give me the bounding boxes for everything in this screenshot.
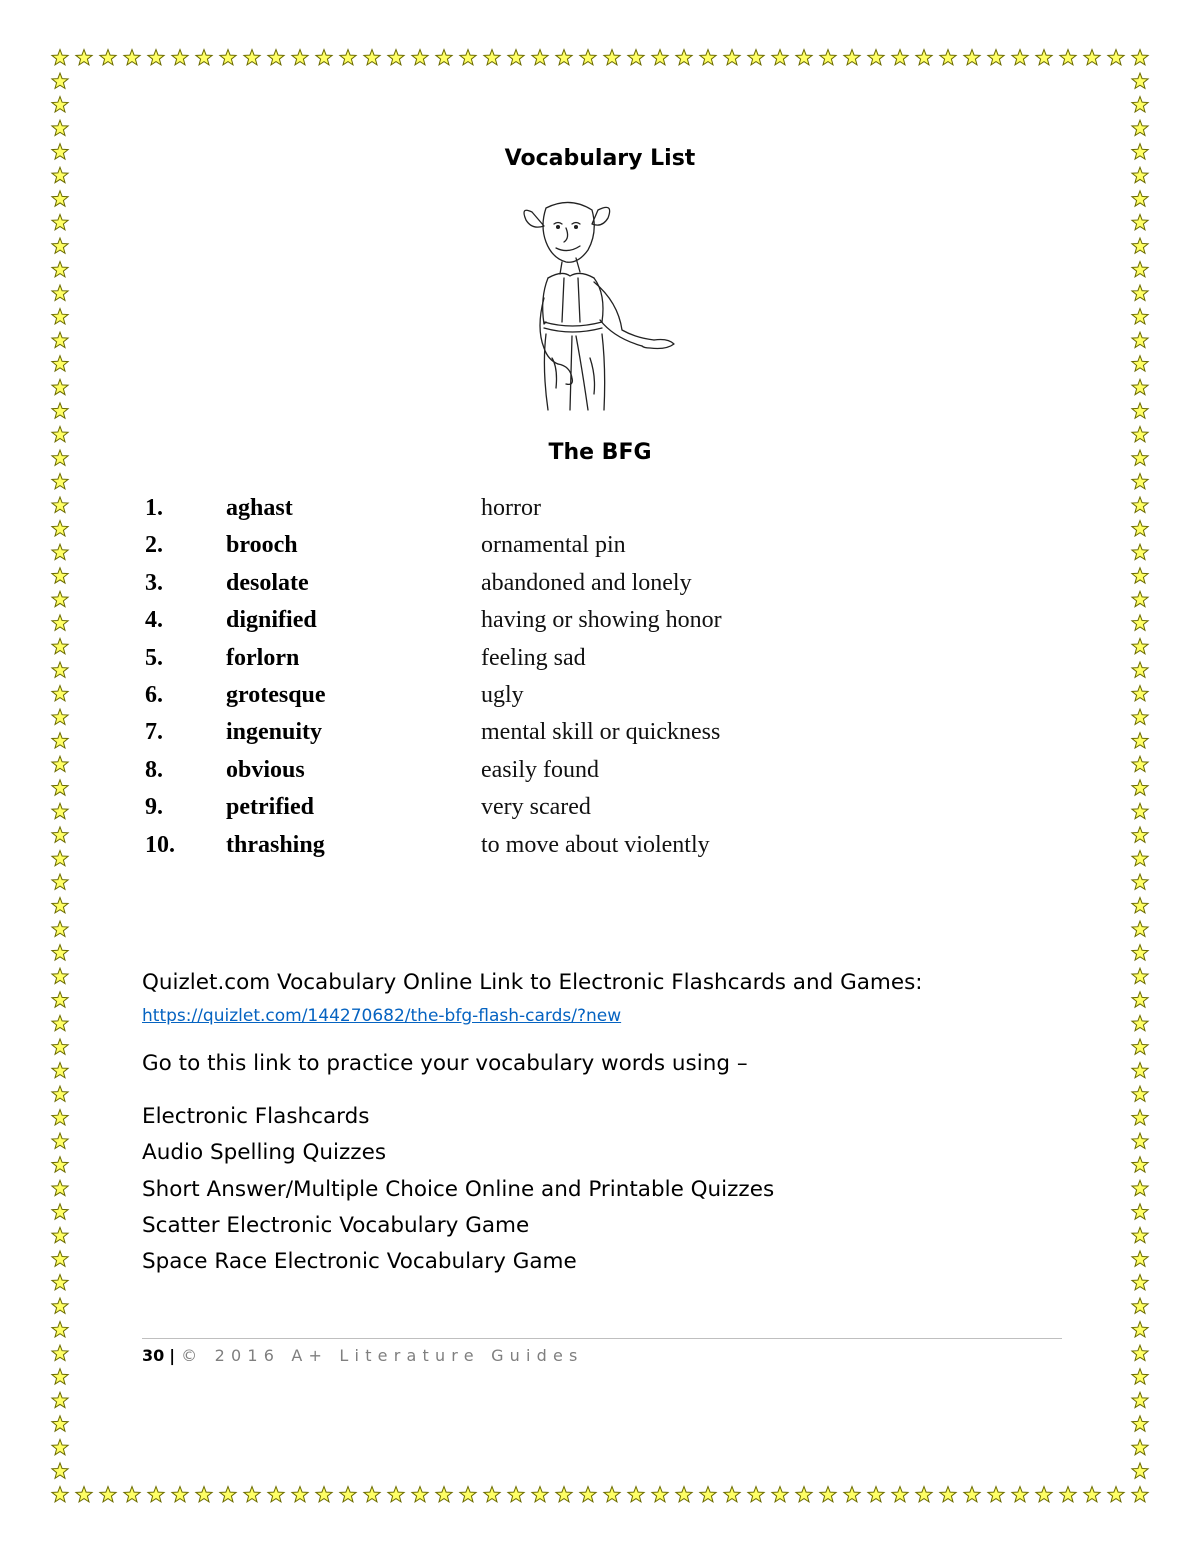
vocab-definition: horror xyxy=(481,495,541,521)
border-star-icon xyxy=(580,1487,596,1502)
vocab-definition: feeling sad xyxy=(481,644,586,671)
border-star-icon xyxy=(244,1487,260,1502)
border-star-icon xyxy=(940,1487,956,1502)
border-star-icon xyxy=(1060,1487,1076,1502)
border-star-icon xyxy=(1132,1227,1148,1242)
border-star-icon xyxy=(916,50,932,65)
border-star-icon xyxy=(52,1157,68,1172)
border-star-icon xyxy=(988,1487,1004,1502)
border-star-icon xyxy=(148,1487,164,1502)
border-star-icon xyxy=(100,1487,116,1502)
border-star-icon xyxy=(580,50,596,65)
border-star-icon xyxy=(52,497,68,512)
vocab-row xyxy=(145,789,1045,826)
border-star-icon xyxy=(484,1487,500,1502)
vocab-row xyxy=(145,752,1045,789)
border-star-icon xyxy=(52,780,68,795)
border-star-icon xyxy=(1084,50,1100,65)
vocab-word: forlorn xyxy=(226,644,300,671)
border-star-icon xyxy=(1132,1039,1148,1054)
vocab-number: 10. xyxy=(145,831,175,858)
border-star-icon xyxy=(52,1133,68,1148)
border-star-icon xyxy=(52,262,68,277)
border-star-icon xyxy=(676,1487,692,1502)
border-star-icon xyxy=(1132,1298,1148,1313)
vocab-word: aghast xyxy=(226,495,293,521)
border-star-icon xyxy=(1132,544,1148,559)
border-star-icon xyxy=(52,403,68,418)
border-star-icon xyxy=(52,945,68,960)
page-number: 30 xyxy=(142,1346,165,1365)
border-star-icon xyxy=(52,709,68,724)
copyright-text: © 2016 A+ Literature Guides xyxy=(181,1346,584,1365)
border-star-icon xyxy=(748,1487,764,1502)
border-star-icon xyxy=(724,1487,740,1502)
border-star-icon xyxy=(1132,851,1148,866)
vocab-word: dignified xyxy=(226,607,317,634)
border-star-icon xyxy=(52,285,68,300)
feature-list xyxy=(142,1102,774,1283)
border-star-icon xyxy=(52,968,68,983)
border-star-icon xyxy=(508,50,524,65)
vocab-word: desolate xyxy=(226,569,309,596)
border-star-icon xyxy=(916,1487,932,1502)
border-star-icon xyxy=(1132,238,1148,253)
border-star-icon xyxy=(772,1487,788,1502)
border-star-icon xyxy=(628,50,644,65)
feature-item: Electronic Flashcards xyxy=(142,1104,370,1129)
feature-item: Scatter Electronic Vocabulary Game xyxy=(142,1212,530,1238)
border-star-icon xyxy=(196,50,212,65)
border-star-icon xyxy=(1132,309,1148,324)
border-star-icon xyxy=(1132,968,1148,983)
border-star-icon xyxy=(52,1086,68,1101)
border-star-icon xyxy=(172,1487,188,1502)
border-star-icon xyxy=(556,50,572,65)
border-star-icon xyxy=(892,50,908,65)
border-star-icon xyxy=(196,1487,212,1502)
border-star-icon xyxy=(316,50,332,65)
border-star-icon xyxy=(460,50,476,65)
border-star-icon xyxy=(220,50,236,65)
border-star-icon xyxy=(364,50,380,65)
border-star-icon xyxy=(652,1487,668,1502)
vocab-number: 5. xyxy=(145,644,163,671)
vocab-word: grotesque xyxy=(226,681,326,708)
vocab-number: 6. xyxy=(145,681,163,708)
quizlet-heading: Quizlet.com Vocabulary Online Link to Electronic Flashcards and Games: xyxy=(142,970,923,995)
border-star-icon xyxy=(52,1063,68,1078)
border-star-icon xyxy=(268,50,284,65)
border-star-icon xyxy=(52,120,68,135)
border-star-icon xyxy=(532,50,548,65)
border-star-icon xyxy=(172,50,188,65)
border-star-icon xyxy=(244,50,260,65)
border-star-icon xyxy=(820,50,836,65)
border-star-icon xyxy=(52,898,68,913)
border-star-icon xyxy=(1132,214,1148,229)
border-star-icon xyxy=(52,332,68,347)
border-star-icon xyxy=(52,1322,68,1337)
border-star-icon xyxy=(52,73,68,88)
border-star-icon xyxy=(52,638,68,653)
border-star-icon xyxy=(1132,1157,1148,1172)
border-star-icon xyxy=(1132,1416,1148,1431)
border-star-icon xyxy=(844,1487,860,1502)
border-star-icon xyxy=(1132,356,1148,371)
border-star-icon xyxy=(1132,568,1148,583)
border-star-icon xyxy=(796,50,812,65)
border-star-icon xyxy=(1132,921,1148,936)
vocab-number: 4. xyxy=(145,607,163,634)
border-star-icon xyxy=(1132,332,1148,347)
border-star-icon xyxy=(700,1487,716,1502)
border-star-icon xyxy=(124,1487,140,1502)
border-star-icon xyxy=(52,1275,68,1290)
border-star-icon xyxy=(1132,1322,1148,1337)
border-star-icon xyxy=(556,1487,572,1502)
border-star-icon xyxy=(964,1487,980,1502)
border-star-icon xyxy=(1132,756,1148,771)
border-star-icon xyxy=(52,851,68,866)
border-star-icon xyxy=(52,615,68,630)
vocab-definition: mental skill or quickness xyxy=(481,719,721,746)
vocab-number: 2. xyxy=(145,532,163,559)
vocab-number: 1. xyxy=(145,495,163,521)
vocab-word: brooch xyxy=(226,532,298,559)
vocab-row xyxy=(145,527,1045,564)
feature-item: Short Answer/Multiple Choice Online and Printable Quizzes xyxy=(142,1176,775,1202)
vocab-row xyxy=(145,490,1045,527)
border-star-icon xyxy=(52,1416,68,1431)
vocab-row xyxy=(145,602,1045,639)
border-star-icon xyxy=(1132,827,1148,842)
border-star-icon xyxy=(1132,474,1148,489)
border-star-icon xyxy=(388,50,404,65)
practice-instruction: Go to this link to practice your vocabulary words using – xyxy=(142,1051,748,1076)
vocab-definition: ugly xyxy=(481,681,524,708)
border-star-icon xyxy=(52,827,68,842)
border-star-icon xyxy=(52,1204,68,1219)
border-star-icon xyxy=(868,1487,884,1502)
vocab-row xyxy=(145,827,1045,864)
vocabulary-list xyxy=(145,490,1045,864)
border-star-icon xyxy=(340,1487,356,1502)
border-star-icon xyxy=(1132,615,1148,630)
footer-divider xyxy=(142,1338,1062,1339)
border-star-icon xyxy=(1132,874,1148,889)
border-star-icon xyxy=(1132,1063,1148,1078)
vocab-word: thrashing xyxy=(226,831,325,858)
border-star-icon xyxy=(1132,638,1148,653)
border-star-icon xyxy=(52,803,68,818)
border-star-icon xyxy=(124,50,140,65)
border-star-icon xyxy=(52,356,68,371)
border-star-icon xyxy=(1132,733,1148,748)
border-star-icon xyxy=(52,1298,68,1313)
border-star-icon xyxy=(604,1487,620,1502)
border-star-icon xyxy=(1132,1204,1148,1219)
border-star-icon xyxy=(940,50,956,65)
quizlet-link[interactable]: https://quizlet.com/144270682/the-bfg-flash-cards/?new xyxy=(142,1006,622,1026)
footer-separator: | xyxy=(169,1346,176,1365)
border-star-icon xyxy=(1132,1180,1148,1195)
border-star-icon xyxy=(52,1369,68,1384)
border-star-icon xyxy=(1132,403,1148,418)
border-star-icon xyxy=(1132,591,1148,606)
border-star-icon xyxy=(52,591,68,606)
border-star-icon xyxy=(1132,1463,1148,1478)
border-star-icon xyxy=(52,992,68,1007)
border-star-icon xyxy=(1132,803,1148,818)
border-star-icon xyxy=(52,1392,68,1407)
border-star-icon xyxy=(1132,379,1148,394)
border-star-icon xyxy=(52,97,68,112)
border-star-icon xyxy=(340,50,356,65)
border-star-icon xyxy=(292,50,308,65)
vocab-definition: abandoned and lonely xyxy=(481,569,692,596)
vocab-word: obvious xyxy=(226,756,305,783)
border-star-icon xyxy=(148,50,164,65)
border-star-icon xyxy=(700,50,716,65)
border-star-icon xyxy=(1132,497,1148,512)
border-star-icon xyxy=(52,379,68,394)
border-star-icon xyxy=(316,1487,332,1502)
border-star-icon xyxy=(1132,1345,1148,1360)
border-star-icon xyxy=(844,50,860,65)
vocab-row xyxy=(145,714,1045,751)
border-star-icon xyxy=(52,1251,68,1266)
border-star-icon xyxy=(796,1487,812,1502)
border-star-icon xyxy=(364,1487,380,1502)
border-star-icon xyxy=(1060,50,1076,65)
vocab-word: petrified xyxy=(226,794,314,821)
border-star-icon xyxy=(52,309,68,324)
vocab-definition: very scared xyxy=(481,794,591,821)
border-star-icon xyxy=(1132,262,1148,277)
border-star-icon xyxy=(52,191,68,206)
border-star-icon xyxy=(988,50,1004,65)
border-star-icon xyxy=(1012,50,1028,65)
border-star-icon xyxy=(52,874,68,889)
border-star-icon xyxy=(1132,1275,1148,1290)
vocab-number: 9. xyxy=(145,794,163,821)
feature-item: Space Race Electronic Vocabulary Game xyxy=(142,1249,577,1275)
border-star-icon xyxy=(52,1015,68,1030)
border-star-icon xyxy=(1132,780,1148,795)
border-star-icon xyxy=(52,686,68,701)
border-star-icon xyxy=(76,1487,92,1502)
border-star-icon xyxy=(1132,1015,1148,1030)
border-star-icon xyxy=(52,214,68,229)
border-star-icon xyxy=(724,50,740,65)
border-star-icon xyxy=(652,50,668,65)
border-star-icon xyxy=(220,1487,236,1502)
page-footer xyxy=(142,1346,584,1365)
border-star-icon xyxy=(604,50,620,65)
border-star-icon xyxy=(1132,662,1148,677)
border-star-icon xyxy=(1132,1439,1148,1454)
border-star-icon xyxy=(292,1487,308,1502)
border-star-icon xyxy=(436,50,452,65)
vocab-definition: ornamental pin xyxy=(481,532,626,559)
border-star-icon xyxy=(100,50,116,65)
bfg-illustration xyxy=(518,198,678,413)
border-star-icon xyxy=(388,1487,404,1502)
border-star-icon xyxy=(772,50,788,65)
vocab-word: ingenuity xyxy=(226,719,323,746)
border-star-icon xyxy=(1036,1487,1052,1502)
vocab-definition: to move about violently xyxy=(481,831,710,858)
border-star-icon xyxy=(52,544,68,559)
vocab-number: 8. xyxy=(145,756,163,783)
border-star-icon xyxy=(1108,1487,1124,1502)
border-star-icon xyxy=(52,662,68,677)
border-star-icon xyxy=(1132,1392,1148,1407)
border-star-icon xyxy=(1132,521,1148,536)
border-star-icon xyxy=(412,1487,428,1502)
border-star-icon xyxy=(52,50,68,65)
border-star-icon xyxy=(52,1039,68,1054)
border-star-icon xyxy=(1132,73,1148,88)
border-star-icon xyxy=(52,1345,68,1360)
vocab-row xyxy=(145,640,1045,677)
border-star-icon xyxy=(1132,1133,1148,1148)
border-star-icon xyxy=(52,1110,68,1125)
border-star-icon xyxy=(868,50,884,65)
border-star-icon xyxy=(1132,709,1148,724)
border-star-icon xyxy=(1132,50,1148,65)
border-star-icon xyxy=(52,1463,68,1478)
border-star-icon xyxy=(52,756,68,771)
vocab-definition: easily found xyxy=(481,756,599,783)
vocab-row xyxy=(145,565,1045,602)
feature-item: Audio Spelling Quizzes xyxy=(142,1140,387,1166)
border-star-icon xyxy=(1132,97,1148,112)
border-star-icon xyxy=(1132,1369,1148,1384)
border-star-icon xyxy=(484,50,500,65)
border-star-icon xyxy=(1132,992,1148,1007)
border-star-icon xyxy=(892,1487,908,1502)
border-star-icon xyxy=(460,1487,476,1502)
border-star-icon xyxy=(52,1227,68,1242)
border-star-icon xyxy=(1132,191,1148,206)
border-star-icon xyxy=(1132,898,1148,913)
border-star-icon xyxy=(1132,285,1148,300)
border-star-icon xyxy=(1084,1487,1100,1502)
border-star-icon xyxy=(1036,50,1052,65)
vocab-number: 3. xyxy=(145,569,163,596)
border-star-icon xyxy=(820,1487,836,1502)
border-star-icon xyxy=(52,521,68,536)
border-star-icon xyxy=(1132,1487,1148,1502)
border-star-icon xyxy=(1132,1251,1148,1266)
border-star-icon xyxy=(508,1487,524,1502)
border-star-icon xyxy=(52,1487,68,1502)
vocab-definition: having or showing honor xyxy=(481,607,722,634)
border-star-icon xyxy=(532,1487,548,1502)
border-star-icon xyxy=(76,50,92,65)
border-star-icon xyxy=(52,238,68,253)
border-star-icon xyxy=(52,1180,68,1195)
border-star-icon xyxy=(1132,945,1148,960)
border-star-icon xyxy=(1132,1086,1148,1101)
border-star-icon xyxy=(52,733,68,748)
border-star-icon xyxy=(628,1487,644,1502)
page-title: Vocabulary List xyxy=(504,146,696,171)
border-star-icon xyxy=(268,1487,284,1502)
border-star-icon xyxy=(52,474,68,489)
border-star-icon xyxy=(52,568,68,583)
vocab-number: 7. xyxy=(145,719,163,746)
border-star-icon xyxy=(1132,1110,1148,1125)
border-star-icon xyxy=(676,50,692,65)
border-star-icon xyxy=(964,50,980,65)
border-star-icon xyxy=(1108,50,1124,65)
border-star-icon xyxy=(1132,120,1148,135)
border-star-icon xyxy=(52,921,68,936)
vocab-row xyxy=(145,677,1045,714)
border-star-icon xyxy=(748,50,764,65)
border-star-icon xyxy=(52,1439,68,1454)
border-star-icon xyxy=(436,1487,452,1502)
book-title: The BFG xyxy=(548,440,652,465)
border-star-icon xyxy=(1132,686,1148,701)
border-star-icon xyxy=(412,50,428,65)
border-star-icon xyxy=(1012,1487,1028,1502)
